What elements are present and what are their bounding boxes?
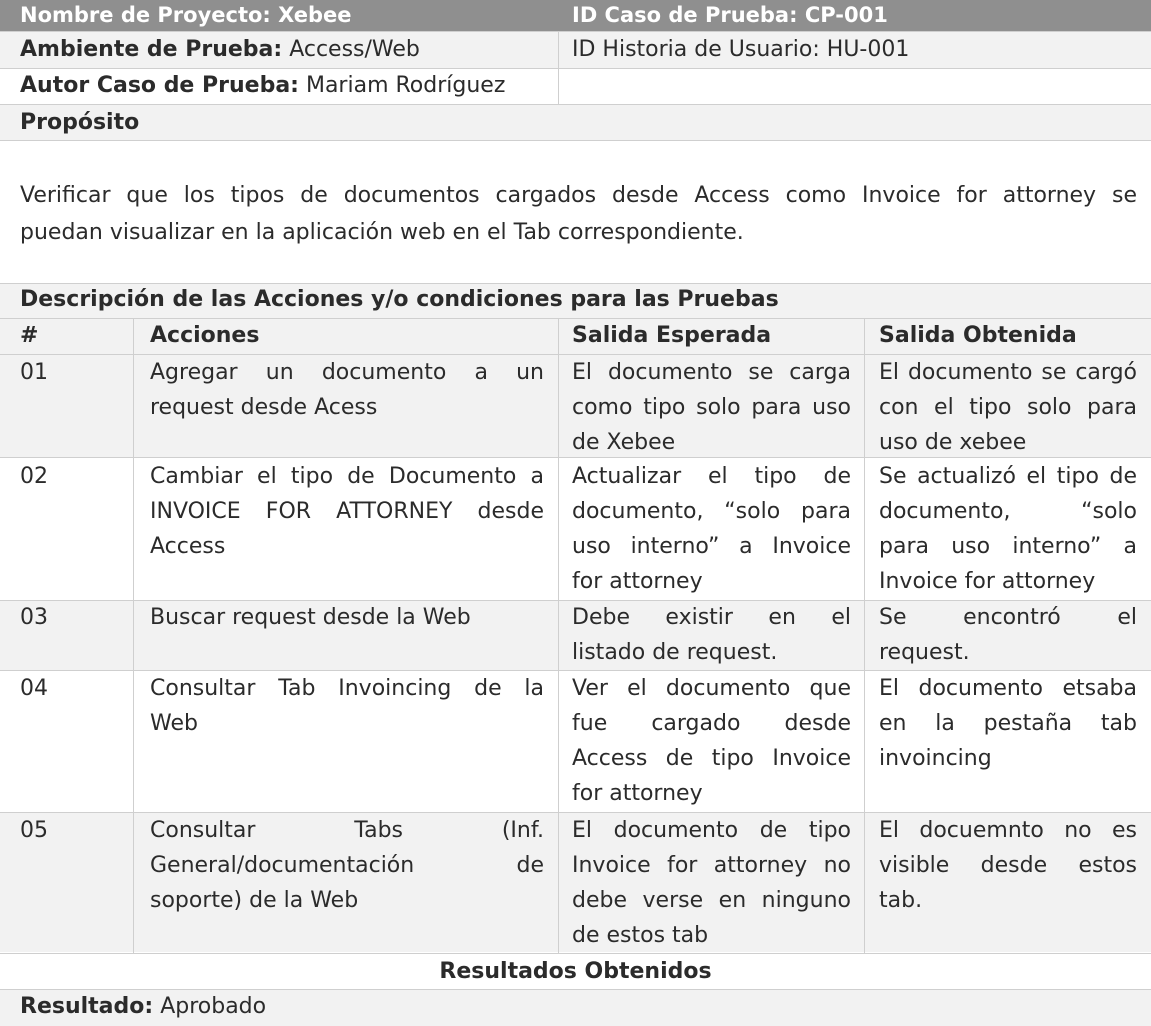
grid-line: [0, 812, 1151, 813]
expected-line: Actualizar el tipo de: [572, 464, 851, 489]
action-line: soporte) de la Web: [150, 888, 359, 913]
environment-label: Ambiente de Prueba:: [20, 37, 283, 62]
obtained-line: Invoice for attorney: [879, 569, 1096, 594]
expected-line: for attorney: [572, 781, 703, 806]
expected-line: Debe existir en el: [572, 605, 851, 630]
action-line: Consultar Tab Invoincing de la: [150, 676, 544, 701]
grid-line: [133, 318, 134, 953]
environment-value: Access/Web: [289, 37, 420, 62]
story-id-value: HU-001: [826, 37, 910, 62]
action-line: Access: [150, 534, 226, 559]
expected-line: uso interno” a Invoice: [572, 534, 851, 559]
results-title: Resultados Obtenidos: [439, 959, 712, 984]
action-line: Consultar Tabs (Inf.: [150, 818, 544, 843]
expected-line: debe verse en ninguno: [572, 888, 851, 913]
column-obtained: Salida Obtenida: [879, 323, 1077, 348]
expected-line: como tipo solo para uso: [572, 395, 851, 420]
row-01-number: 01: [20, 360, 48, 385]
purpose-text: [20, 177, 1137, 251]
obtained-line: invoincing: [879, 746, 992, 771]
user-story-id-cell: [572, 34, 909, 66]
expected-line: El documento de tipo: [572, 818, 851, 843]
obtained-line: con el tipo solo para: [879, 395, 1137, 420]
obtained-line: Se encontró el: [879, 605, 1137, 630]
purpose-line: puedan visualizar en la aplicación web en el Tab correspondiente.: [20, 220, 744, 245]
result-cell: [20, 991, 266, 1023]
row-01-obtained: [879, 355, 1137, 460]
row-02-obtained: [879, 459, 1137, 599]
actions-section-title: Descripción de las Acciones y/o condiciones para las Pruebas: [20, 287, 779, 312]
grid-line: [0, 457, 1151, 458]
purpose-title: Propósito: [20, 110, 140, 135]
column-expected: Salida Esperada: [572, 323, 772, 348]
obtained-line: tab.: [879, 888, 923, 913]
expected-line: for attorney: [572, 569, 703, 594]
story-id-label: ID Historia de Usuario:: [572, 37, 820, 62]
row-05-action: [150, 813, 544, 918]
grid-line: [0, 104, 1151, 105]
column-actions: Acciones: [150, 323, 260, 348]
obtained-line: visible desde estos: [879, 853, 1137, 878]
grid-line: [0, 68, 1151, 69]
row-05-obtained: [879, 813, 1137, 918]
expected-line: fue cargado desde: [572, 711, 851, 736]
expected-line: documento, “solo para: [572, 499, 851, 524]
expected-line: de Xebee: [572, 430, 676, 455]
obtained-line: uso de xebee: [879, 430, 1027, 455]
grid-line: [0, 670, 1151, 671]
expected-line: listado de request.: [572, 640, 778, 665]
purpose-line: Verificar que los tipos de documentos cargados desde Access como Invoice for attorney se: [20, 183, 1137, 208]
column-number: #: [20, 323, 39, 348]
row-02-number: 02: [20, 464, 48, 489]
row-03-obtained: [879, 600, 1137, 670]
action-line: INVOICE FOR ATTORNEY desde: [150, 499, 544, 524]
result-label: Resultado:: [20, 994, 154, 1019]
row-04-action: [150, 671, 544, 741]
action-line: Agregar un documento a un: [150, 360, 544, 385]
obtained-line: para uso interno” a: [879, 534, 1137, 559]
obtained-line: Se actualizó el tipo de: [879, 464, 1137, 489]
obtained-line: El documento etsaba: [879, 676, 1137, 701]
row-03-number: 03: [20, 605, 48, 630]
row-05-expected: [572, 813, 851, 953]
grid-line: [558, 318, 559, 953]
case-id-value: CP-001: [804, 3, 888, 27]
grid-line: [0, 140, 1151, 141]
obtained-line: El documento se cargó: [879, 360, 1137, 385]
case-id-label: ID Caso de Prueba:: [572, 3, 798, 27]
author-value: Mariam Rodríguez: [305, 73, 506, 98]
purpose-header-bg: [0, 104, 1151, 140]
author-cell: [20, 70, 505, 102]
row-01-expected: [572, 355, 851, 460]
action-line: Web: [150, 711, 198, 736]
row-04-obtained: [879, 671, 1137, 776]
environment-cell: [20, 34, 420, 66]
row-02-action: [150, 459, 544, 564]
obtained-line: El docuemnto no es: [879, 818, 1137, 843]
test-case-id: [572, 0, 888, 31]
grid-line: [0, 318, 1151, 319]
action-line: General/documentación de: [150, 853, 544, 878]
grid-line: [0, 989, 1151, 990]
expected-line: Invoice for attorney no: [572, 853, 851, 878]
project-label: Nombre de Proyecto:: [20, 3, 271, 27]
row-02-expected: [572, 459, 851, 599]
result-value: Aprobado: [160, 994, 267, 1019]
row-01-action: [150, 355, 544, 425]
obtained-line: documento, “solo: [879, 499, 1137, 524]
obtained-line: en la pestaña tab: [879, 711, 1137, 736]
row-04-expected: [572, 671, 851, 811]
action-line: Cambiar el tipo de Documento a: [150, 464, 544, 489]
grid-line: [558, 31, 559, 104]
row-04-number: 04: [20, 676, 48, 701]
row-03-action: [150, 600, 544, 635]
author-label: Autor Caso de Prueba:: [20, 73, 299, 98]
row-03-expected: [572, 600, 851, 670]
action-line: request desde Acess: [150, 395, 378, 420]
row-05-number: 05: [20, 818, 48, 843]
expected-line: Access de tipo Invoice: [572, 746, 851, 771]
project-value: Xebee: [278, 3, 352, 27]
expected-line: de estos tab: [572, 923, 709, 948]
grid-line: [0, 953, 1151, 954]
grid-line: [0, 600, 1151, 601]
grid-line: [0, 31, 1151, 32]
grid-line: [864, 318, 865, 953]
action-line: Buscar request desde la Web: [150, 605, 471, 630]
expected-line: El documento se carga: [572, 360, 851, 385]
project-name: [20, 0, 352, 31]
grid-line: [0, 283, 1151, 284]
obtained-line: request.: [879, 640, 970, 665]
expected-line: Ver el documento que: [572, 676, 851, 701]
grid-line: [0, 354, 1151, 355]
